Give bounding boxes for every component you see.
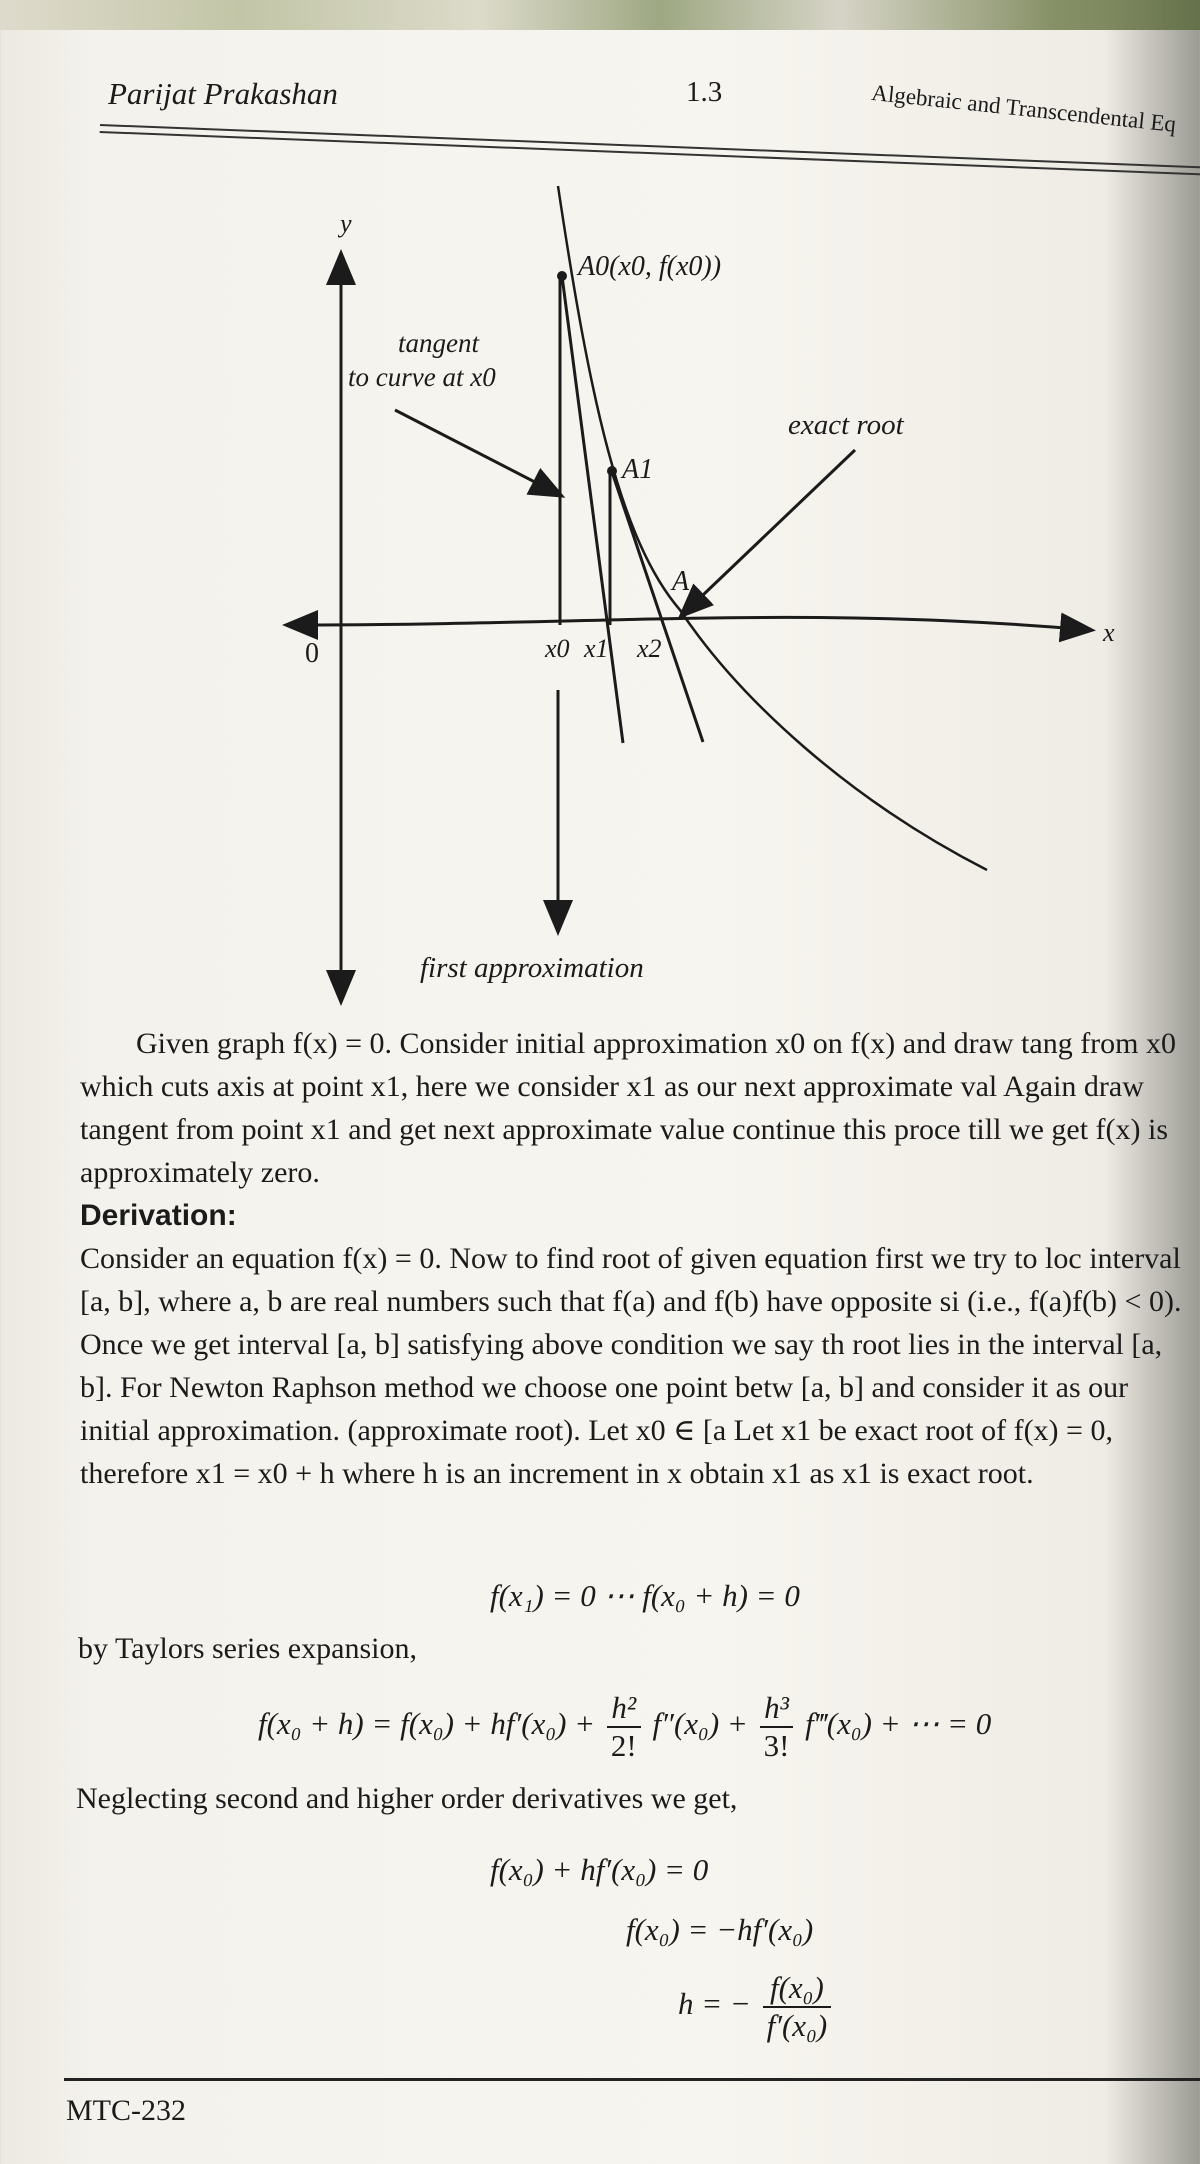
paragraph-graph-description: Given graph f(x) = 0. Consider initial approximation x0 on f(x) and draw tang from x0 which cuts axis at point x1, here we consider x1 as our next approximate val Again draw tangent from point x1 and get next approximate value continue this proce till we get f(x) is approximately zero. xyxy=(80,1027,1177,1189)
taylor-intro: by Taylors series expansion, xyxy=(78,1632,417,1665)
tick-label-x0: x0 xyxy=(545,634,570,663)
equation-h-solution xyxy=(678,1970,835,2044)
label-A1: A1 xyxy=(622,454,654,485)
equation-root-condition: f(x₁) = 0 ⋯ f(x₀ + h) = 0 xyxy=(490,1578,800,1613)
fraction-denominator: 2! xyxy=(610,1728,637,1763)
tangent-pointer-arrow xyxy=(395,410,560,495)
fraction-denominator: 3! xyxy=(763,1728,790,1763)
point-A1 xyxy=(607,466,617,476)
footer-rule xyxy=(64,2078,1200,2081)
tangent-label-line1: tangent xyxy=(398,328,479,358)
equation-taylor-series xyxy=(258,1690,991,1764)
fraction-numerator: f(x₀) xyxy=(763,1970,832,2008)
header-chapter-title: Algebraic and Transcendental Eq xyxy=(870,80,1178,137)
first-approx-label: first approximation xyxy=(420,952,644,984)
footer-course-code: MTC-232 xyxy=(66,2094,186,2127)
tick-label-x1: x1 xyxy=(584,634,609,663)
newton-raphson-figure xyxy=(0,160,1200,1020)
equation-rearranged: f(x₀) = −hf′(x₀) xyxy=(626,1912,814,1947)
fraction-numerator: h³ xyxy=(760,1690,794,1728)
header-book-title: Parijat Prakashan xyxy=(108,76,338,111)
exact-root-pointer-arrow xyxy=(682,450,855,615)
fraction-h2-over-2fact xyxy=(607,1690,641,1764)
origin-label: 0 xyxy=(305,638,319,669)
label-A0: A0(x0, f(x0)) xyxy=(578,251,722,282)
tangent-label-line2: to curve at x0 xyxy=(348,362,496,392)
taylor-rhs: f‴(x₀) + ⋯ = 0 xyxy=(805,1706,992,1742)
x-axis xyxy=(300,617,1090,630)
taylor-mid: f″(x₀) + xyxy=(652,1706,748,1742)
fraction-numerator: h² xyxy=(607,1690,641,1728)
exact-root-label: exact root xyxy=(788,409,904,441)
equation-linearized: f(x₀) + hf′(x₀) = 0 xyxy=(490,1852,709,1887)
point-A0 xyxy=(557,271,567,281)
derivation-heading: Derivation: xyxy=(80,1199,237,1232)
label-A: A xyxy=(672,566,690,597)
tick-label-x2: x2 xyxy=(637,634,662,663)
fraction-denominator: f′(x₀) xyxy=(766,2008,828,2043)
x-axis-label: x xyxy=(1103,618,1115,647)
tangent-line-1 xyxy=(562,276,623,743)
neglect-text: Neglecting second and higher order derivatives we get, xyxy=(76,1782,738,1815)
fraction-f-over-fprime xyxy=(763,1970,832,2044)
paragraph-derivation: Consider an equation f(x) = 0. Now to find root of given equation first we try to loc interval [a, b], where a, b are real numbers such that f(a) and f(b) have opposite si (i.e., f(a)f(b) < 0). Once we get interval [a, b] satisfying above condition we say th root lies in the interval [a, b]. For Newton Raphson method we choose one point betw [a, b] and consider it as our initial approximation. (approximate root). Let x0 ∈ [a Let x1 be exact root of f(x) = 0, therefore x1 = x0 + h where h is an increment in x obtain x1 as x1 is exact root. xyxy=(80,1242,1182,1490)
taylor-lhs: f(x₀ + h) = f(x₀) + hf′(x₀) + xyxy=(258,1706,596,1742)
leaf-shadow-strip xyxy=(0,0,1200,30)
y-axis-label: y xyxy=(340,209,352,238)
page-header xyxy=(108,76,1200,136)
fraction-h3-over-3fact xyxy=(760,1690,794,1764)
body-text-block-1 xyxy=(80,1022,1200,1495)
h-lhs: h = − xyxy=(678,1986,751,2022)
header-page-number: 1.3 xyxy=(686,76,723,108)
